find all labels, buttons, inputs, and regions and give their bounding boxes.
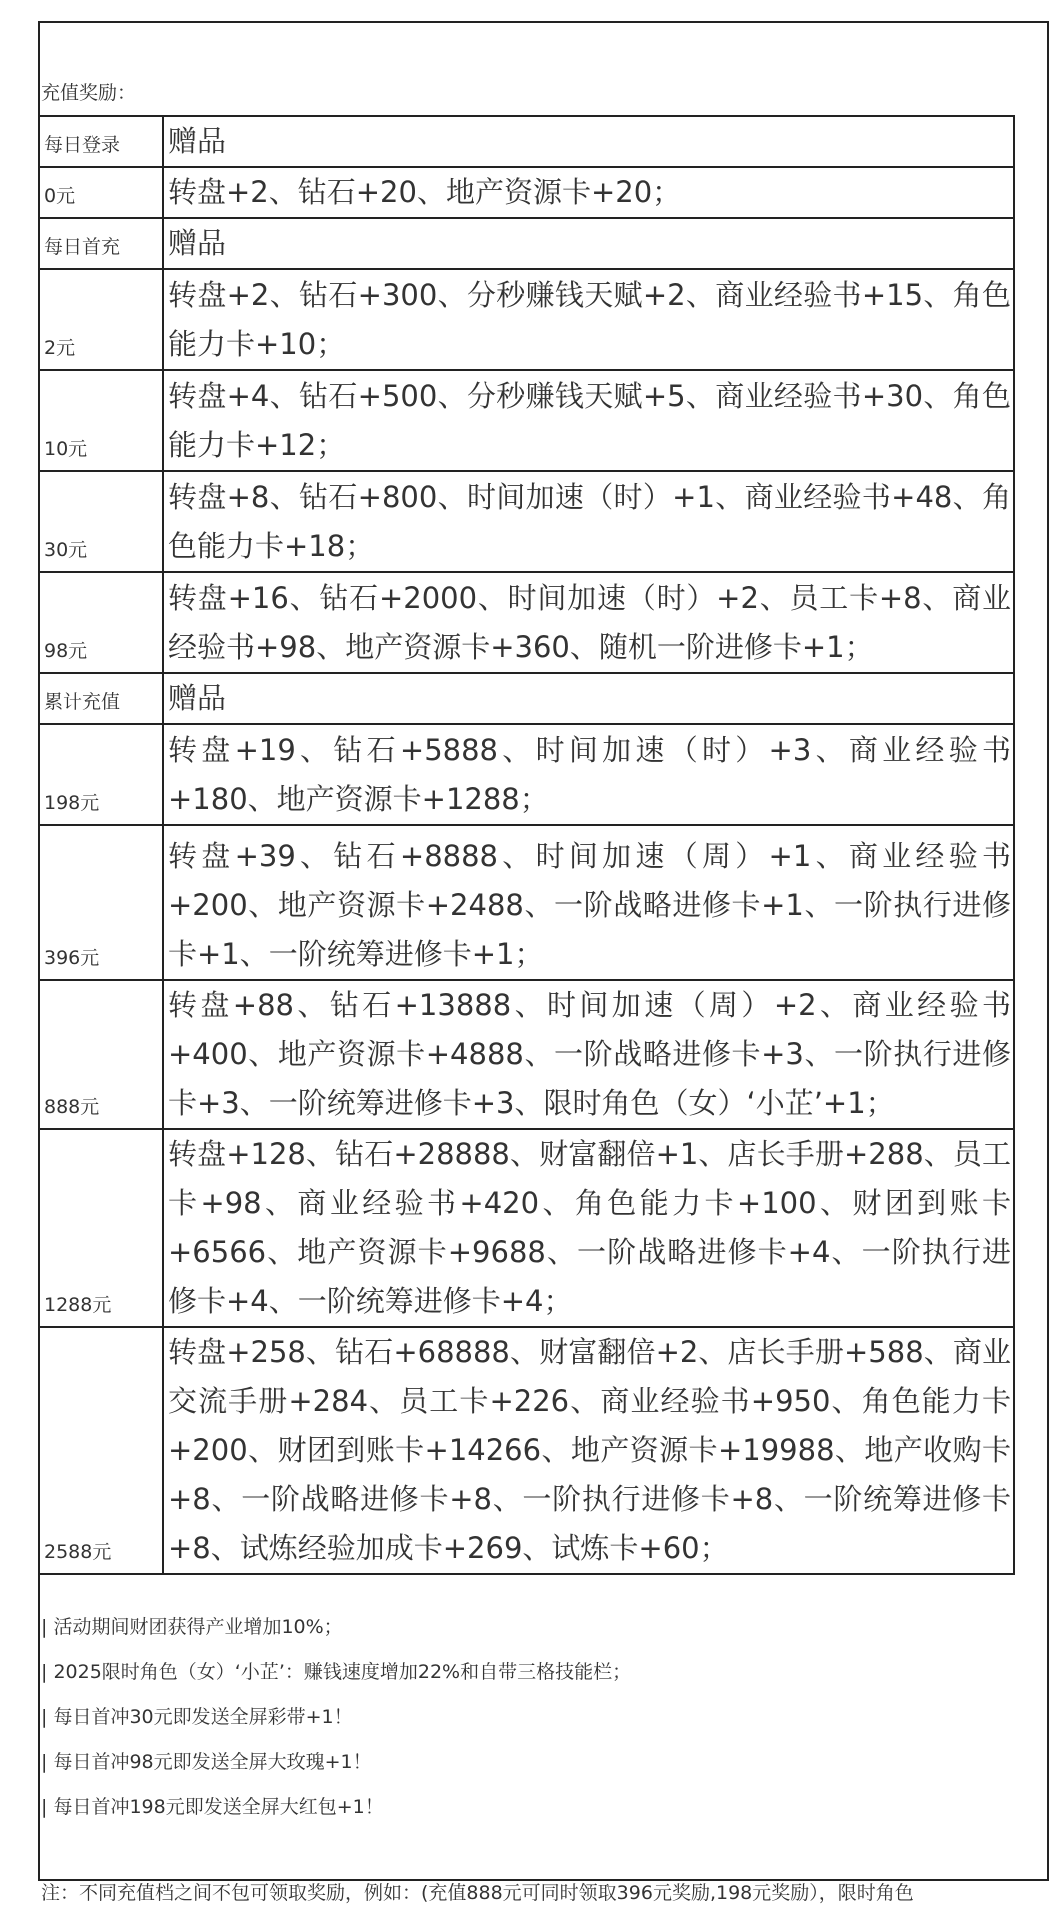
amount-cell: 2588元	[39, 1327, 163, 1574]
gift-header: 赠品	[163, 673, 1014, 724]
gift-cell: 转盘+8、钻石+800、时间加速（时）+1、商业经验书+48、角色能力卡+18；	[163, 471, 1014, 572]
gift-cell: 转盘+39、钻石+8888、时间加速（周）+1、商业经验书+200、地产资源卡+2488、一阶战略进修卡+1、一阶执行进修卡+1、一阶统筹进修卡+1；	[163, 825, 1014, 980]
tier-label: 累计充值	[39, 673, 163, 724]
amount-cell: 396元	[39, 825, 163, 980]
amount-cell: 198元	[39, 724, 163, 825]
gift-header: 赠品	[163, 218, 1014, 269]
gift-cell: 转盘+2、钻石+300、分秒赚钱天赋+2、商业经验书+15、角色能力卡+10；	[163, 269, 1014, 370]
gift-cell: 转盘+19、钻石+5888、时间加速（时）+3、商业经验书+180、地产资源卡+1288；	[163, 724, 1014, 825]
gift-cell: 转盘+128、钻石+28888、财富翻倍+1、店长手册+288、员工卡+98、商业经验书+420、角色能力卡+100、财团到账卡+6566、地产资源卡+9688、一阶战略进修卡+4、一阶执行进修卡+4、一阶统筹进修卡+4；	[163, 1129, 1014, 1327]
amount-cell: 0元	[39, 167, 163, 218]
amount-cell: 2元	[39, 269, 163, 370]
table-row	[39, 1129, 1014, 1327]
amount-cell: 10元	[39, 370, 163, 471]
note-item: | 每日首冲198元即发送全屏大红包+1！	[41, 1796, 384, 1818]
gift-cell: 转盘+88、钻石+13888、时间加速（周）+2、商业经验书+400、地产资源卡+4888、一阶战略进修卡+3、一阶执行进修卡+3、一阶统筹进修卡+3、限时角色（女）‘小芷’+1；	[163, 980, 1014, 1129]
tier-label: 每日登录	[39, 116, 163, 167]
note-item: | 2025限时角色（女）‘小芷’：赚钱速度增加22%和自带三格技能栏；	[41, 1661, 632, 1683]
gift-cell: 转盘+16、钻石+2000、时间加速（时）+2、员工卡+8、商业经验书+98、地产资源卡+360、随机一阶进修卡+1；	[163, 572, 1014, 673]
table-row	[39, 673, 1014, 724]
table-row	[39, 218, 1014, 269]
gift-cell: 转盘+2、钻石+20、地产资源卡+20；	[163, 167, 1014, 218]
amount-cell: 1288元	[39, 1129, 163, 1327]
note-item: | 每日首冲30元即发送全屏彩带+1！	[41, 1706, 353, 1728]
table-row	[39, 269, 1014, 370]
table-row	[39, 370, 1014, 471]
tier-label: 每日首充	[39, 218, 163, 269]
amount-cell: 98元	[39, 572, 163, 673]
rewards-table	[38, 115, 1015, 1575]
table-row	[39, 167, 1014, 218]
gift-cell: 转盘+4、钻石+500、分秒赚钱天赋+5、商业经验书+30、角色能力卡+12；	[163, 370, 1014, 471]
table-row	[39, 116, 1014, 167]
table-row	[39, 471, 1014, 572]
amount-cell: 30元	[39, 471, 163, 572]
table-row	[39, 572, 1014, 673]
section-title: 充值奖励：	[41, 82, 137, 104]
table-row	[39, 980, 1014, 1129]
note-item: | 每日首冲98元即发送全屏大玫瑰+1！	[41, 1751, 372, 1773]
table-row	[39, 724, 1014, 825]
table-row	[39, 825, 1014, 980]
amount-cell: 888元	[39, 980, 163, 1129]
table-row	[39, 1327, 1014, 1574]
gift-header: 赠品	[163, 116, 1014, 167]
notes-list	[41, 1605, 1031, 1830]
gift-cell: 转盘+258、钻石+68888、财富翻倍+2、店长手册+588、商业交流手册+284、员工卡+226、商业经验书+950、角色能力卡+200、财团到账卡+14266、地产资源卡+19988、地产收购卡+8、一阶战略进修卡+8、一阶执行进修卡+8、一阶统筹进修卡+8、试炼经验加成卡+269、试炼卡+60；	[163, 1327, 1014, 1574]
footer-note: 注：不同充值档之间不包可领取奖励，例如：(充值888元可同时领取396元奖励,198元奖励），限时角色	[41, 1882, 914, 1904]
note-item: | 活动期间财团获得产业增加10%；	[41, 1616, 343, 1638]
